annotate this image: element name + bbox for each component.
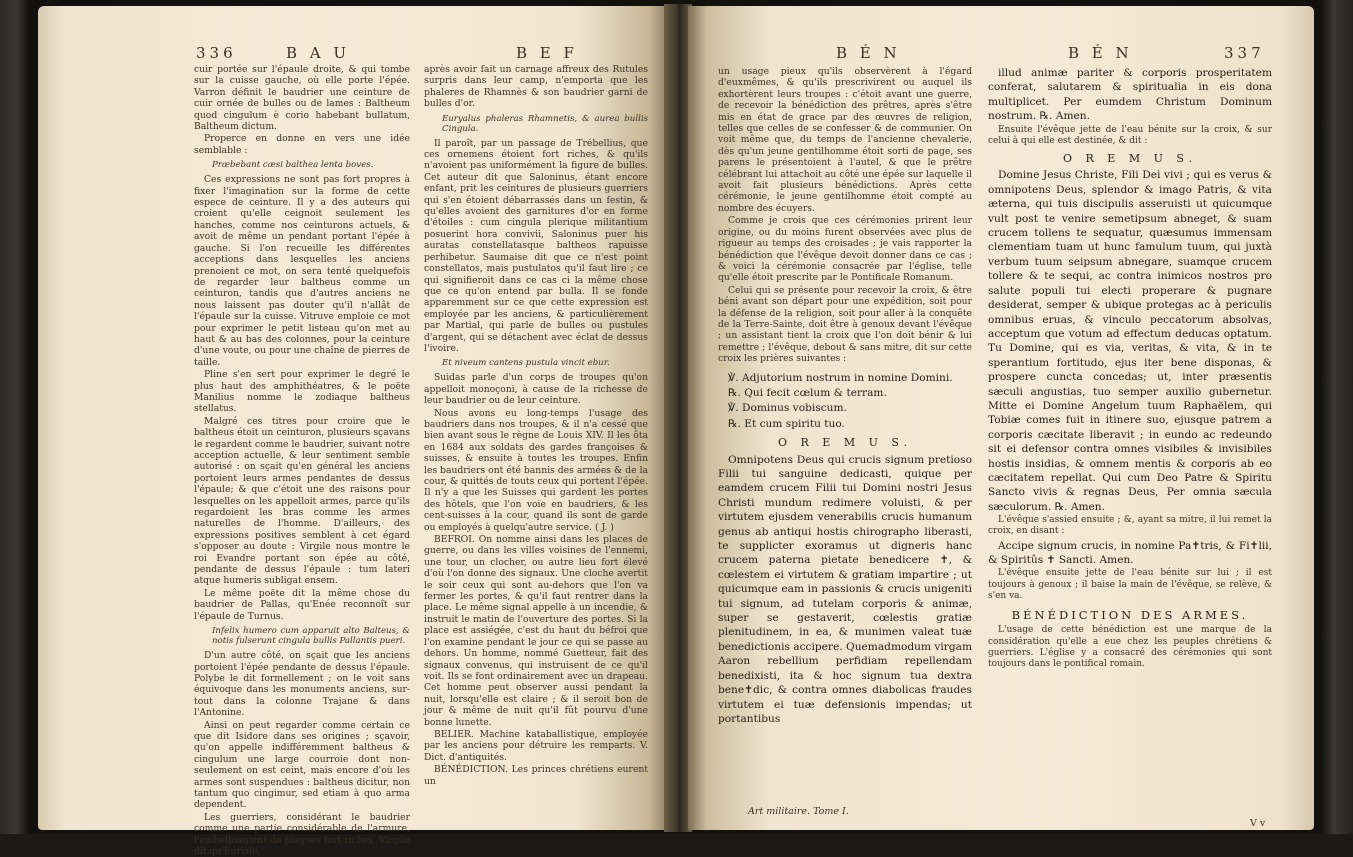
running-head-bef: B E F [516, 44, 578, 62]
response: ℞. Et cum spiritu tuo. [728, 417, 845, 430]
left-column-2 [424, 64, 648, 816]
left-column-1 [194, 64, 410, 857]
versicle: ℣. Dominus vobiscum. [728, 402, 847, 415]
section-title: BÉNÉDICTION DES ARMES. [1011, 608, 1249, 623]
versicle-block [718, 371, 972, 432]
versicle: ℣. Adjutorium nostrum in nomine Domini. [728, 371, 953, 384]
rubric: L'évêque ensuite jette de l'eau bénite sur lui ; il est toujours à genoux ; il baise la main de l'évêque, se relève, & s'en va. [988, 568, 1272, 601]
running-head-ben-right: B É N [1068, 44, 1133, 62]
page-number-right: 337 [1224, 44, 1265, 62]
paragraph: après avoir fait un carnage affreux des Rutules surpris dans leur camp, n'emporta que les phaleres de Rhamnès & son baudrier garni de bulles d'or. [424, 64, 648, 110]
paragraph: un usage pieux qu'ils observèrent à l'égard d'euxmêmes, & qu'ils prescrivirent ou auquel ils exhortèrent leurs troupes : c'étoit avant une guerre, de recevoir la bénédiction des prêtres, après s'être mis en état de grace par des œuvres de religion, telles que celles de se confesser & de communier. On voit même que, du temps de l'ancienne chevalerie, dès qu'un jeune gentilhomme étoit sorti de page, ses parens le présentoient à l'autel, & que le prêtre célébrant lui attachoit au côté une épée sur laquelle il avoit fait plusieurs bénédictions. Après cette cérémonie, le jeune gentilhomme étoit compté au nombre des écuyers. [718, 66, 972, 214]
paragraph: BELIER. Machine kataballistique, employée par les anciens pour détruire les remparts. V. Dict. d'antiquités. [424, 728, 648, 763]
paragraph: BÉNÉDICTION. Les princes chrétiens eurent un [424, 764, 648, 787]
verse-quote: Euryalus phaleras Rhamnetis, & aurea bullis Cingula. [442, 113, 648, 134]
rubric: Ensuite l'évêque jette de l'eau bénite sur la croix, & sur celui à qui elle est destinée, & dit : [988, 124, 1272, 146]
page-number-left: 336 [196, 44, 237, 62]
paragraph: D'un autre côté, on sçait que les anciens portoient l'épée pendante de dessus l'épaule. Polybe le dit formellement ; on le voit sans équivoque dans les monuments anciens, sur-tout dans la colonne Trajane & dans l'Antonine. [194, 650, 410, 719]
paragraph: Pline s'en sert pour exprimer le degré le plus haut des amphithéatres, & le poëte Manilius nomme le zodiaque baltheus stellatus. [194, 369, 410, 415]
paragraph: Suidas parle d'un corps de troupes qu'on appelloit monoçoni, à cause de la richesse de leur baudrier ou de leur ceinture. [424, 372, 648, 407]
signature-mark: V v [1250, 818, 1266, 829]
oremus-heading-2: O R E M U S. [1063, 152, 1197, 166]
right-column-1 [718, 66, 972, 801]
paragraph: cuir portée sur l'épaule droite, & qui tombe sur la cuisse gauche, où elle porte l'épée. Varron définit le baudrier une ceinture de cuir ornée de bulles ou de lames : Baltheum quod cingulum è corio habebant bullatum, Baltheum dictum. [194, 64, 410, 133]
right-column-2 [988, 66, 1272, 816]
prayer-text: Omnipotens Deus qui crucis signum pretioso Filii tui sanguine dedicasti, quique per eamdem crucem Filii tui Domini nostri Jesus Christi mundum redimere voluisti, & per virtutem ejusdem venerabilis crucis humanum genus ab antiqui hostis chirographo liberasti, te supplicter exoramus ut digneris hanc crucem paterna pietate benedicere ✝, & cœlestem ei virtutem & gratiam impartire ; ut quicumque eam in passionis & crucis unigeniti tui signum, ad tutelam corporis & animæ, super se gestaverit, cœlestis gratiæ plenitudinem, in ea, & munimen valeat tuæ benedictionis accipere. Quemadmodum virgam Aaron rebellium perfidiam repellendam benedixisti, ita & hoc signum tua dextra bene✝dic, & contra omnes diabolicas fraudes virtutem ei tuæ defensionis impendas; ut portantibus [718, 453, 972, 725]
prayer-text-3: Accipe signum crucis, in nomine Pa✝tris, & Fi✝lii, & Spiritûs ✝ Sancti. Amen. [988, 539, 1272, 566]
verse-quote: Infelix humero cum apparuit alto Balteus, & notis fulserunt cingula bullis Pallantis pueri. [212, 626, 410, 647]
verse-quote: Præbebant cæsi balthea lenta boves. [212, 160, 374, 171]
paragraph: Le même poëte dit la même chose du baudrier de Pallas, qu'Enée reconnoît sur l'épaule de Turnus. [194, 587, 410, 622]
paragraph: Malgré ces titres pour croire que le baltheus étoit un ceinturon, plusieurs sçavans le regardent comme le baudrier, suivant notre acception actuelle, & leur sentiment semble autorisé : on sçait qu'en général les anciens portoient leurs armes pendantes de dessus l'épaule; & que c'étoit une des raisons pour lesquelles on les appelloit armes, parce qu'ils regardoient les bras comme les armes naturelles de l'homme. D'ailleurs, des expressions positives semblent à cet égard s'opposer au doute : Virgile nous montre le roi Evandre portant son épée au côté, pendante de dessus l'épaule : tum lateri atque humeris subligat ensem. [194, 415, 410, 587]
paragraph: Nous avons eu long-temps l'usage des baudriers dans nos troupes, & il n'a cessé que bien avant sous le règne de Louis XIV. Il les ôta en 1684 aux soldats des gardes françoises & suisses, & ensuite à toutes les troupes. Enfin les baudriers ont été bannis des armées & de la cour, & quittés de touts ceux qui portent l'épée. Il n'y a que les Suisses qui gardent les portes des hôtels, que l'on voie en baudriers, & les cent-suisses à la cour, quand ils sont de garde ou employés à quelqu'autre service. ( J. ) [424, 407, 648, 533]
paragraph: Properce en donne en vers une idée semblable : [194, 133, 410, 156]
running-head-bau: B A U [286, 44, 351, 62]
response: ℞. Qui fecit cœlum & terram. [728, 386, 887, 399]
oremus-heading: O R E M U S. [778, 436, 912, 450]
prayer-text-2: Domine Jesus Christe, Fili Dei vivi ; qui es verus & omnipotens Deus, splendor & imago Patris, & vita æterna, qui tuis discipulis asseruisti ut quicumque vult post te venire semetipsum abneget, & suam crucem tollens te sequatur, quæsumus immensam clementiam tuam ut hunc famulum tuum, qui juxtà verbum tuum seipsum abnegare, suamque crucem tollere & te sequi, ac contra inimicos nostros pro salute populi tui electi properare & pugnare desiderat, semper & ubique protegas ac à periculis omnibus eruas, & vinculo peccatorum absolvas, acceptum que votum ad effectum deducas optatum. Tu Domine, qui es via, veritas, & vita, & in te sperantium fortitudo, ejus iter bene disponas, & prospere cuncta concedas; ut, inter præsentis sæculi angustias, tuo semper auxilio gubernetur. Mitte ei Domine Angelum tuum Raphaëlem, qui Tobiæ comes fuit in itinere suo, ejusque patrem a corporis cæcitate liberavit ; in eundo ac redeundo sit ei defensor contra omnes visibiles & invisibiles hostis insidias, & omnem mentis & corporis ab eo cæcitatem repellat. Qui cum Deo Patre & Spiritu Sancto vivis & regnas Deus, Per omnia sæcula sæculorum. ℞. Amen. [988, 169, 1272, 513]
left-page [38, 6, 668, 857]
verse-quote: Et niveum cantens pustula vincit ebur. [442, 358, 610, 369]
running-head-ben-left: B É N [836, 44, 901, 62]
footer-volume: Art militaire. Tome I. [748, 806, 849, 817]
paragraph: Comme je crois que ces cérémonies prirent leur origine, ou du moins furent observées avec plus de rigueur au temps des croisades ; je vais rapporter la bénédiction que l'évêque devoit donner dans ce cas ; & voici la cérémonie consacrée par l'église, telle qu'elle étoit prescrite par le Pontificale Romanum. [718, 215, 972, 284]
paragraph: L'usage de cette bénédiction est une marque de la considération qu'elle a eue chez les peuples chrétiens & guerriers. L'église y a consacré des cérémonies qui sont toujours dans le pontifical romain. [988, 625, 1272, 670]
paragraph: Celui qui se présente pour recevoir la croix, & être béni avant son départ pour une expédition, soit pour la défense de la religion, soit pour aller à la conquête de la Terre-Sainte, doit être à genoux devant l'évêque ; un assistant tient la croix que l'on doit bénir & lui remettre ; l'évêque, debout & sans mitre, dit sur cette croix les prières suivantes : [718, 284, 972, 365]
right-page [688, 6, 1314, 830]
rubric: L'évêque s'assied ensuite ; &, ayant sa mitre, il lui remet la croix, en disant : [988, 515, 1272, 537]
paragraph: Il paroît, par un passage de Trébellius, que ces ornemens étoient fort riches, & qu'ils n'avoient pas uniformément la figure de bulles. Cet auteur dit que Saloninus, étant encore enfant, prit les ceintures de plusieurs guerriers qui s'en étoient débarrassés dans un festin, & qu'elles avoient des garnitures d'or en forme d'étoiles : cum cingula plerique militantium posuerint hora convivii, Saloninus puer his auratas constellatasque baltheos rapuisse perhibetur. Saumaise dit que ce n'est point constellatos, mais pustulatos qu'il faut lire ; ce qui signifieroit dans ce cas ci la même chose que ce qu'on entend par bulla. Il se fonde apparemment sur ce que cette expression est employée par les anciens, & particulièrement par Martial, qui parle de bulles ou pustules d'argent, qui se détachent avec éclat de dessus l'ivoire. [424, 137, 648, 354]
paragraph: Ainsi on peut regarder comme certain ce que dit Isidore dans ses origines ; sçavoir, qu'on appelle indifféremment baltheus & cingulum une large courroie dont non-seulement on est ceint, mais encore d'où les armes sont suspendues : baltheus dicitur, non tantum quo cingimur, sed etiam à quo arma dependent. [194, 719, 410, 811]
paragraph: Ces expressions ne sont pas fort propres à fixer l'imagination sur la forme de cette espece de ceinture. Il y a des auteurs qui croient qu'elle ceignoit seulement les hanches, comme nos ceinturons actuels, & avoit de même un pendant portant l'épée à gauche. Si l'on recueille les différentes acceptions dans lesquelles les anciens prenoient ce mot, on sera tenté quelquefois de regarder leur baltheus comme un ceinturon, tandis que d'autres anciens ne nous laissent pas douter qu'il n'allât de l'épaule sur la cuisse. Vitruve emploie ce mot pour exprimer le petit listeau qu'on met au haut & au bas des colonnes, pour la ceinture d'une voute, ou pour une chaîne de pierres de taille. [194, 174, 410, 368]
paragraph: BEFROI. On nomme ainsi dans les places de guerre, ou dans les villes voisines de l'ennemi, une tour, un clocher, ou autre lieu fort élevé d'où l'on donne des signaux. Une cloche avertit le soir ceux qui sont au-dehors que l'on va fermer les portes, & qu'il faut rentrer dans la place. Le même signal appelle à un incendie, & instruit le matin de l'ouverture des portes. Si la place est assiégée, c'est du haut du béfroi que l'on examine pendant le jour ce qui se passe au dehors. Un homme, nommé Guetteur, fait des signaux convenus, qui instruisent de ce qu'il voit. Ils se font ordinairement avec un drapeau. Cet homme peut observer aussi pendant la nuit, lorsqu'elle est claire ; & il seroit bon de jour & même de nuit qu'il fût pourvu d'une bonne lunette. [424, 534, 648, 728]
paragraph: Les guerriers, considérant le baudrier comme une partie considérable de l'armure, l'embellissoient de plaques fort riches. Virgile dit qu'Euriale, [194, 811, 410, 857]
prayer-continuation: illud animæ pariter & corporis prosperitatem conferat, salutarem & spiritualia in eis dona multiplicet. Per eumdem Christum Dominum nostrum. ℞. Amen. [988, 67, 1272, 123]
